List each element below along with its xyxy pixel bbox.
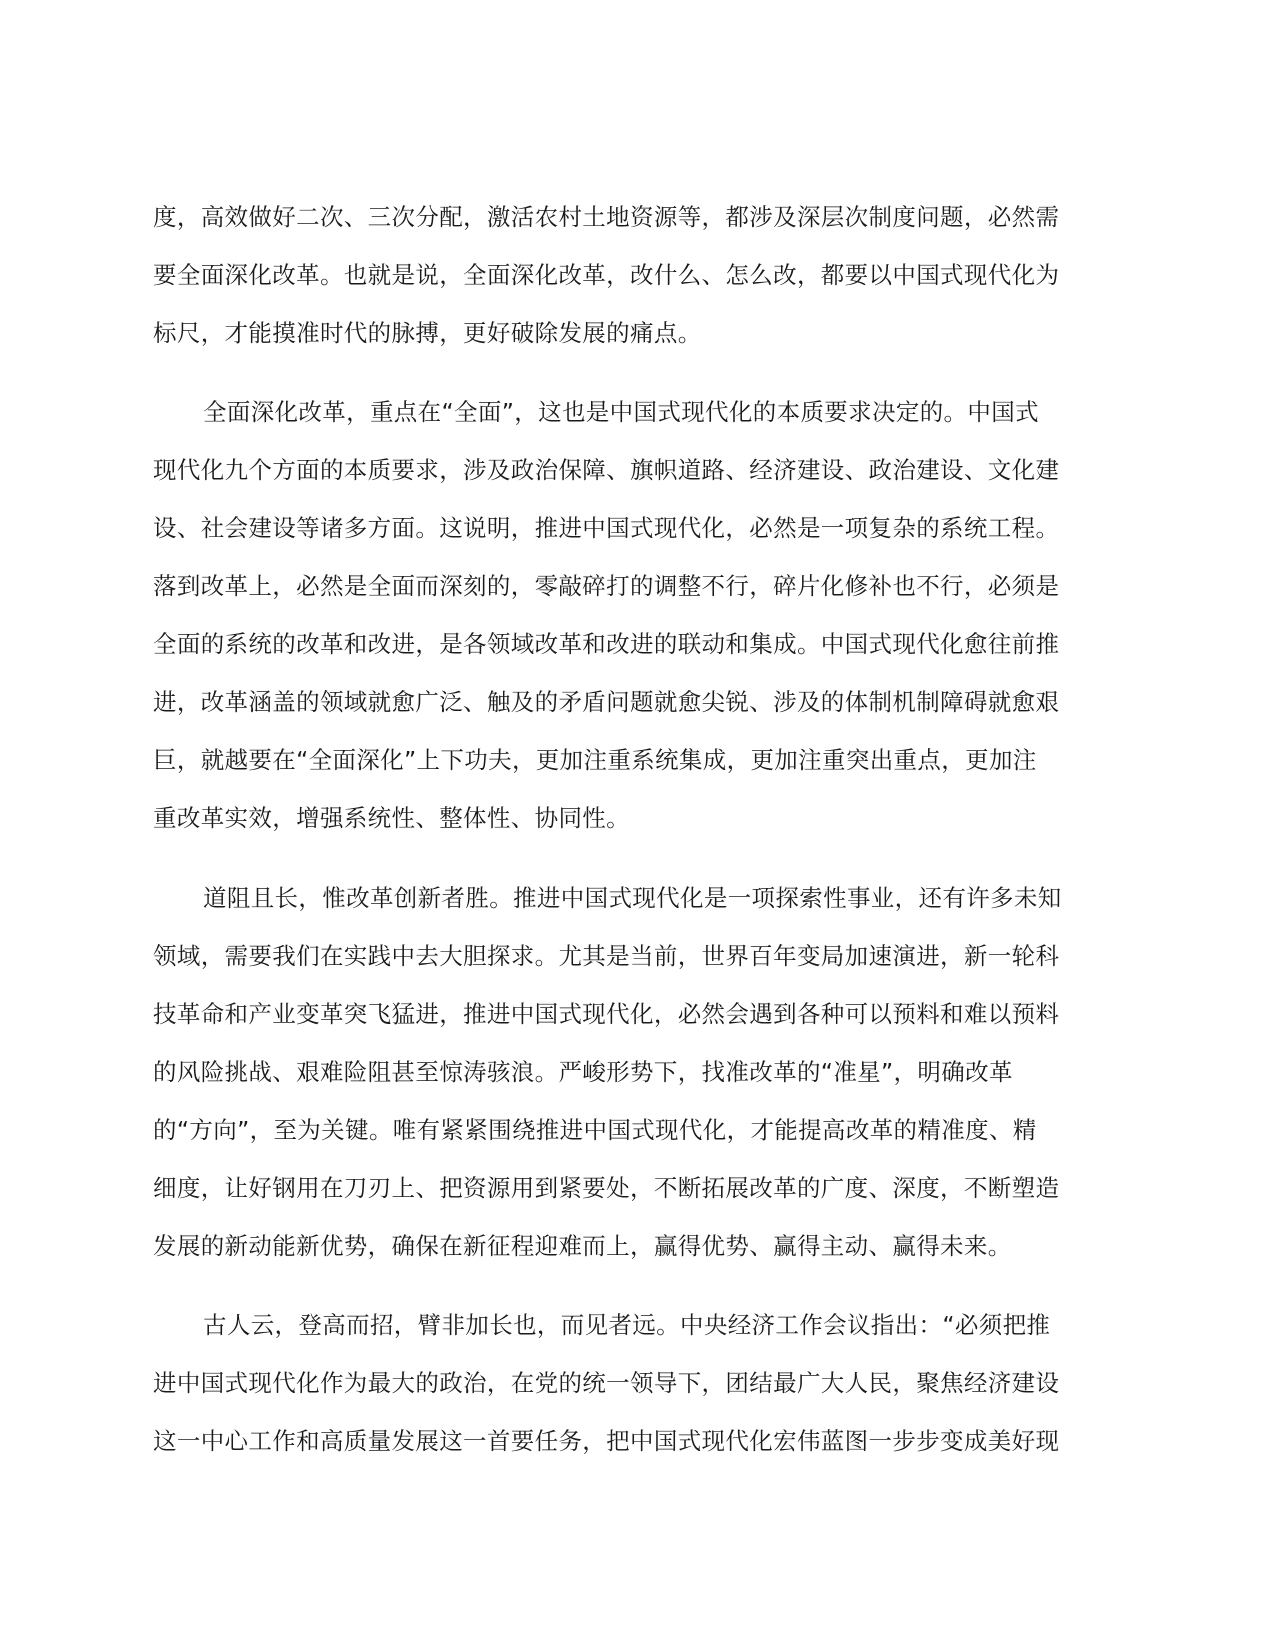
text-line: 要全面深化改革。也就是说，全面深化改革，改什么、怎么改，都要以中国式现代化为 [153, 261, 1060, 289]
text-line: 落到改革上，必然是全面而深刻的，零敲碎打的调整不行，碎片化修补也不行，必须是 [153, 572, 1060, 600]
text-line: 进，改革涵盖的领域就愈广泛、触及的矛盾问题就愈尖锐、涉及的体制机制障碍就愈艰 [153, 688, 1060, 716]
text-line: 古人云，登高而招，臂非加长也，而见者远。中央经济工作会议指出：“必须把推 [203, 1311, 1051, 1339]
paragraph-4 [153, 1296, 1113, 1470]
text-line: 标尺，才能摸准时代的脉搏，更好破除发展的痛点。 [153, 319, 702, 347]
text-line: 发展的新动能新优势，确保在新征程迎难而上，赢得优势、赢得主动、赢得未来。 [153, 1232, 1012, 1260]
text-line: 道阻且长，惟改革创新者胜。推进中国式现代化是一项探索性事业，还有许多未知 [203, 884, 1062, 912]
text-line: 重改革实效，增强系统性、整体性、协同性。 [153, 804, 630, 832]
text-line: 的风险挑战、艰难险阻甚至惊涛骇浪。严峻形势下，找准改革的“准星”，明确改革 [153, 1058, 1013, 1086]
text-line: 巨，就越要在“全面深化”上下功夫，更加注重系统集成，更加注重突出重点，更加注 [153, 746, 1037, 774]
text-line: 的“方向”，至为关键。唯有紧紧围绕推进中国式现代化，才能提高改革的精准度、精 [153, 1116, 1037, 1144]
text-line: 全面的系统的改革和改进，是各领域改革和改进的联动和集成。中国式现代化愈往前推 [153, 630, 1060, 658]
text-line: 设、社会建设等诸多方面。这说明，推进中国式现代化，必然是一项复杂的系统工程。 [153, 514, 1060, 542]
text-line: 这一中心工作和高质量发展这一首要任务，把中国式现代化宏伟蓝图一步步变成美好现 [153, 1427, 1060, 1455]
paragraph-3 [153, 869, 1113, 1275]
text-line: 技革命和产业变革突飞猛进，推进中国式现代化，必然会遇到各种可以预料和难以预料 [153, 1000, 1060, 1028]
text-line: 现代化九个方面的本质要求，涉及政治保障、旗帜道路、经济建设、政治建设、文化建 [153, 456, 1060, 484]
paragraph-1 [153, 188, 1113, 362]
text-line: 细度，让好钢用在刀刃上、把资源用到紧要处，不断拓展改革的广度、深度，不断塑造 [153, 1174, 1060, 1202]
text-line: 进中国式现代化作为最大的政治，在党的统一领导下，团结最广大人民，聚焦经济建设 [153, 1369, 1060, 1397]
paragraph-2 [153, 383, 1113, 847]
text-line: 度，高效做好二次、三次分配，激活农村土地资源等，都涉及深层次制度问题，必然需 [153, 203, 1060, 231]
text-line: 全面深化改革，重点在“全面”，这也是中国式现代化的本质要求决定的。中国式 [203, 398, 1039, 426]
text-line: 领域，需要我们在实践中去大胆探求。尤其是当前，世界百年变局加速演进，新一轮科 [153, 942, 1060, 970]
